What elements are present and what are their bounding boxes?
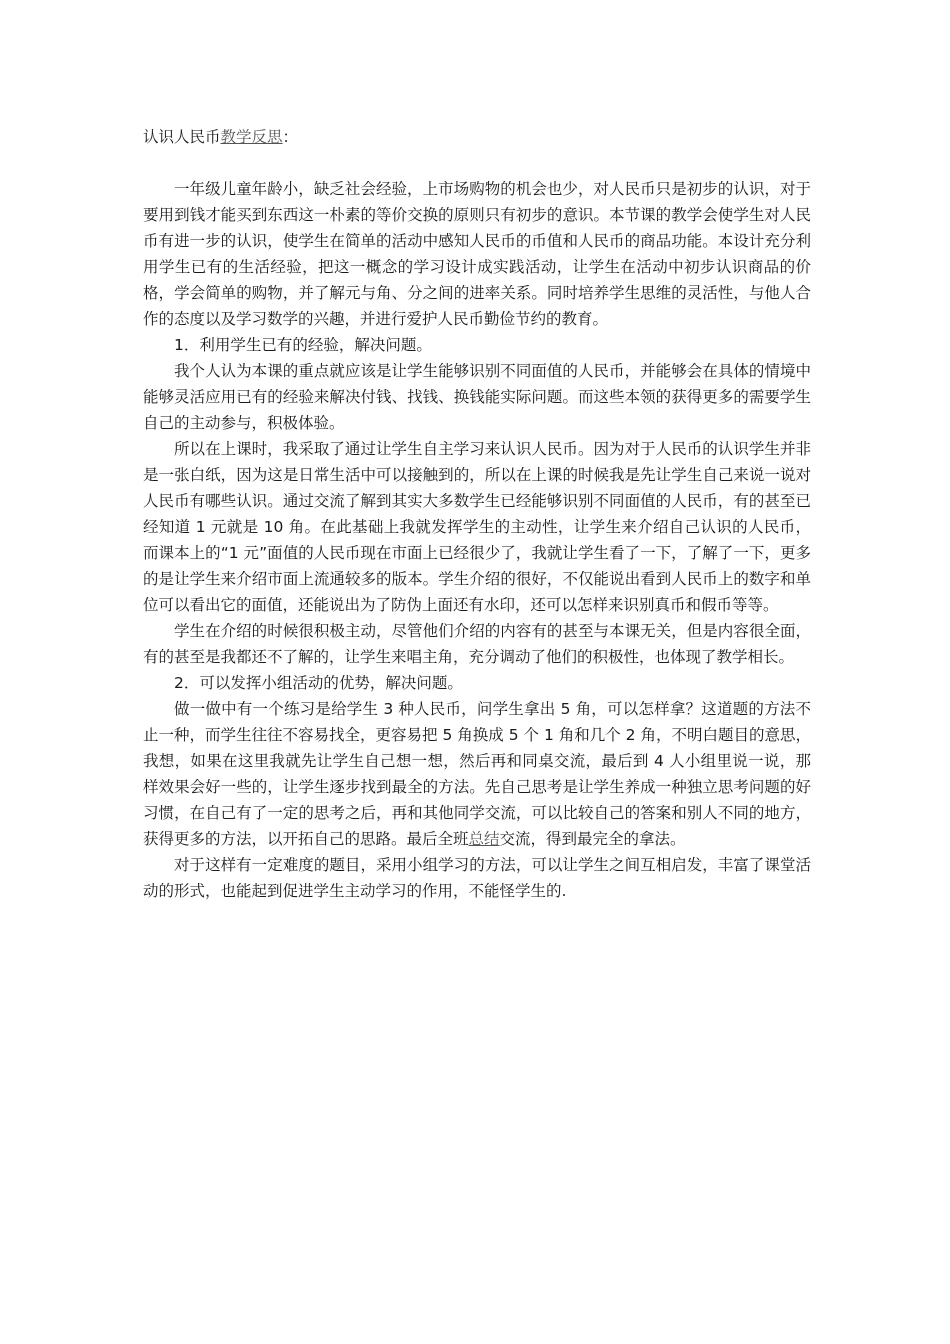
paragraph-conclusion: 对于这样有一定难度的题目，采用小组学习的方法，可以让学生之间互相启发，丰富了课堂活动的形式，也能起到促进学生主动学习的作用，不能怪学生的. — [143, 856, 811, 900]
title-colon: ： — [282, 128, 299, 146]
reflection-link[interactable]: 教学反思 — [220, 128, 283, 146]
paragraph-class-method: 所以在上课时，我采取了通过让学生自主学习来认识人民币。因为对于人民币的认识学生并非是一张白纸，因为这是日常生活中可以接触到的，所以在上课的时候我是先让学生自己来说一说对人民币有哪些认识。通过交流了解到其实大多数学生已经能够识别不同面值的人民币，有的甚至已经知道 1 元就是 10 角。在此基础上我就发挥学生的主动性，让学生来介绍自己认识的人民币，而课本上的“1 元”面值的人民币现在市面上已经很少了，我就让学生看了一下，了解了一下，更多的是让学生来介绍市面上流通较多的版本。学生介绍的很好，不仅能说出看到人民币上的数字和单位可以看出它的面值，还能说出为了防伪上面还有水印，还可以怎样来识别真币和假币等等。 — [143, 440, 811, 614]
paragraph-group-activity — [143, 696, 811, 852]
group-activity-text: 做一做中有一个练习是给学生 3 种人民币，问学生拿出 5 角，可以怎样拿？这道题的方法不止一种，而学生往往不容易找全，更容易把 5 角换成 5 个 1 角和几个 2 角，不明白题目的意思，我想，如果在这里我就先让学生自己想一想，然后再和同桌交流，最后到 4 人小组里说一说，那样效果会好一些的，让学生逐步找到最全的方法。先自己思考是让学生养成一种独立思考问题的好习惯，在自己有了一定的思考之后，再和其他同学交流，可以比较自己的答案和别人不同的地方，获得更多的方法，以开拓自己的思路。最后全班 — [143, 700, 811, 848]
document-page — [143, 124, 811, 904]
summary-link[interactable]: 总结 — [468, 830, 500, 848]
title-text: 认识人民币 — [143, 128, 221, 146]
section-heading-1: 1．利用学生已有的经验，解决问题。 — [174, 336, 432, 354]
section-heading-2: 2．可以发挥小组活动的优势，解决问题。 — [174, 674, 463, 692]
document-title — [143, 124, 811, 150]
group-activity-tail: 交流，得到最完全的拿法。 — [499, 830, 686, 848]
paragraph-student-intro: 学生在介绍的时候很积极主动，尽管他们介绍的内容有的甚至与本课无关，但是内容很全面，有的甚至是我都还不了解的，让学生来唱主角，充分调动了他们的积极性，也体现了教学相长。 — [143, 622, 811, 666]
paragraph-key-point: 我个人认为本课的重点就应该是让学生能够识别不同面值的人民币，并能够会在具体的情境中能够灵活应用已有的经验来解决付钱、找钱、换钱能实际问题。而这些本领的获得更多的需要学生自己的主动参与，积极体验。 — [143, 362, 811, 432]
intro-paragraph: 一年级儿童年龄小，缺乏社会经验，上市场购物的机会也少，对人民币只是初步的认识，对于要用到钱才能买到东西这一朴素的等价交换的原则只有初步的意识。本节课的教学会使学生对人民币有进一步的认识，使学生在简单的活动中感知人民币的币值和人民币的商品功能。本设计充分利用学生已有的生活经验，把这一概念的学习设计成实践活动，让学生在活动中初步认识商品的价格，学会简单的购物，并了解元与角、分之间的进率关系。同时培养学生思维的灵活性，与他人合作的态度以及学习数学的兴趣，并进行爱护人民币勤俭节约的教育。 — [143, 180, 811, 328]
